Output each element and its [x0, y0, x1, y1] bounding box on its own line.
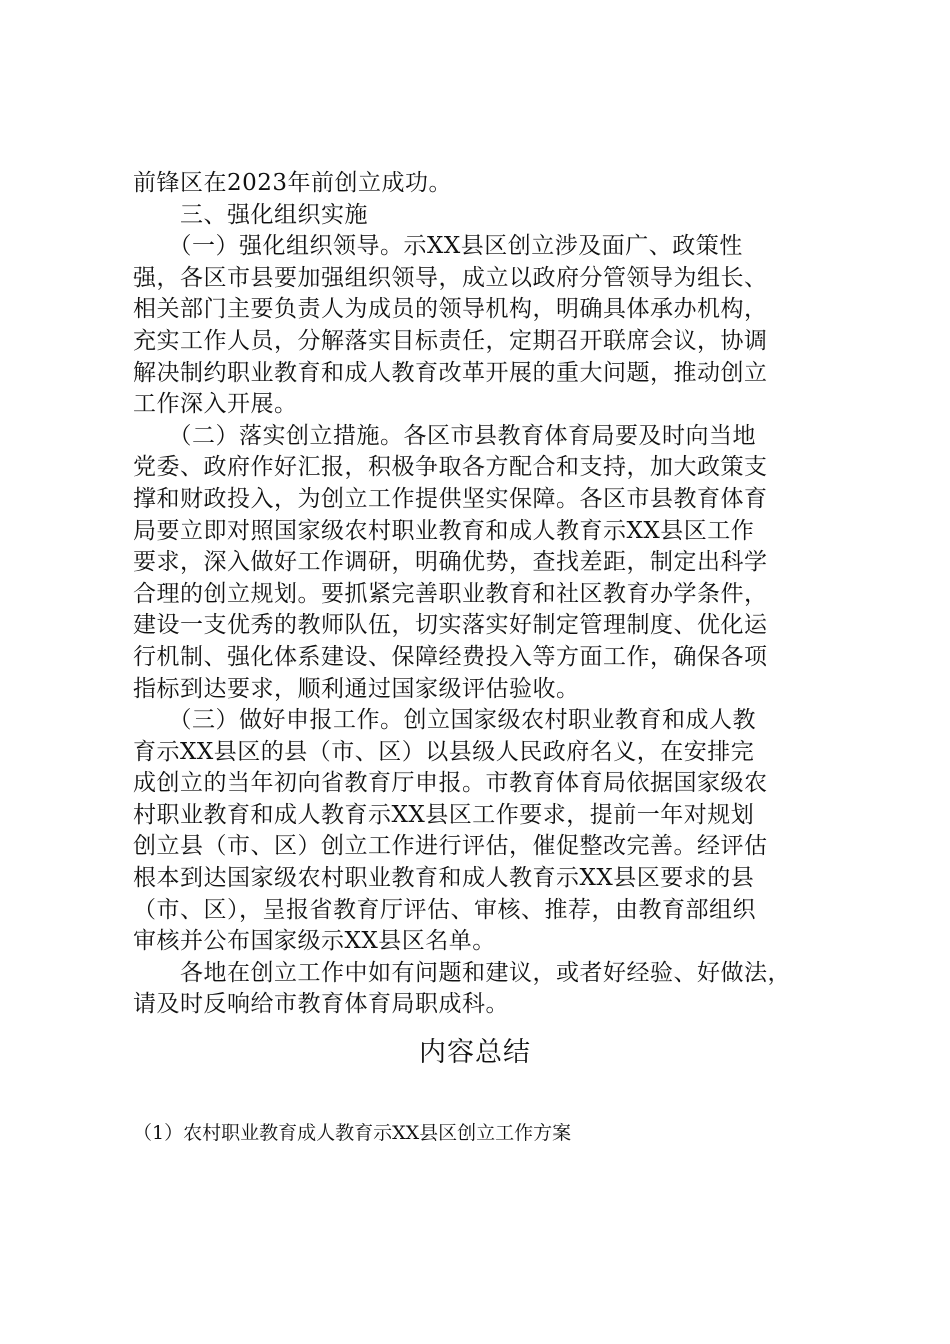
body-line: 村职业教育和成人教育示XX县区工作要求，提前一年对规划 [133, 801, 755, 828]
body-line: （三）做好申报工作。创立国家级农村职业教育和成人教 [133, 707, 756, 734]
body-line: 根本到达国家级农村职业教育和成人教育示XX县区要求的县 [133, 865, 755, 892]
body-line: 前锋区在2023年前创立成功。 [133, 170, 453, 196]
body-line: 请及时反响给市教育体育局职成科。 [133, 991, 509, 1018]
body-line: 相关部门主要负责人为成员的领导机构，明确具体承办机构， [133, 296, 768, 323]
body-line: 行机制、强化体系建设、保障经费投入等方面工作，确保各项 [133, 643, 768, 670]
body-line: 充实工作人员，分解落实目标责任，定期召开联席会议，协调 [133, 327, 768, 354]
summary-title: 内容总结 [419, 1037, 531, 1068]
body-line: 要求，深入做好工作调研，明确优势，查找差距，制定出科学 [133, 549, 768, 576]
body-line: 局要立即对照国家级农村职业教育和成人教育示XX县区工作 [133, 517, 755, 544]
body-line: 各地在创立工作中如有问题和建议，或者好经验、好做法， [133, 959, 791, 986]
body-line: 指标到达要求，顺利通过国家级评估验收。 [133, 675, 580, 702]
body-line: 解决制约职业教育和成人教育改革开展的重大问题，推动创立 [133, 359, 768, 386]
document-body [133, 168, 833, 1021]
body-line: 合理的创立规划。要抓紧完善职业教育和社区教育办学条件， [133, 580, 768, 607]
body-line: 撑和财政投入，为创立工作提供坚实保障。各区市县教育体育 [133, 485, 768, 512]
summary-item: （1）农村职业教育成人教育示XX县区创立工作方案 [133, 1122, 572, 1144]
body-line: 审核并公布国家级示XX县区名单。 [133, 928, 496, 955]
body-line: （一）强化组织领导。示XX县区创立涉及面广、政策性 [133, 233, 743, 260]
body-line: （市、区），呈报省教育厅评估、审核、推荐，由教育部组织 [133, 896, 756, 923]
body-line: 成创立的当年初向省教育厅申报。市教育体育局依据国家级农 [133, 770, 768, 797]
body-line: 建设一支优秀的教师队伍，切实落实好制定管理制度、优化运 [133, 612, 768, 639]
section-heading: 三、强化组织实施 [133, 201, 368, 228]
body-line: 党委、政府作好汇报，积极争取各方配合和支持，加大政策支 [133, 454, 768, 481]
body-line: 育示XX县区的县（市、区）以县级人民政府名义，在安排完 [133, 738, 755, 765]
body-line: 强，各区市县要加强组织领导，成立以政府分管领导为组长、 [133, 264, 768, 291]
body-line: 创立县（市、区）创立工作进行评估，催促整改完善。经评估 [133, 833, 768, 860]
body-line: 工作深入开展。 [133, 391, 298, 418]
body-line: （二）落实创立措施。各区市县教育体育局要及时向当地 [133, 422, 756, 449]
